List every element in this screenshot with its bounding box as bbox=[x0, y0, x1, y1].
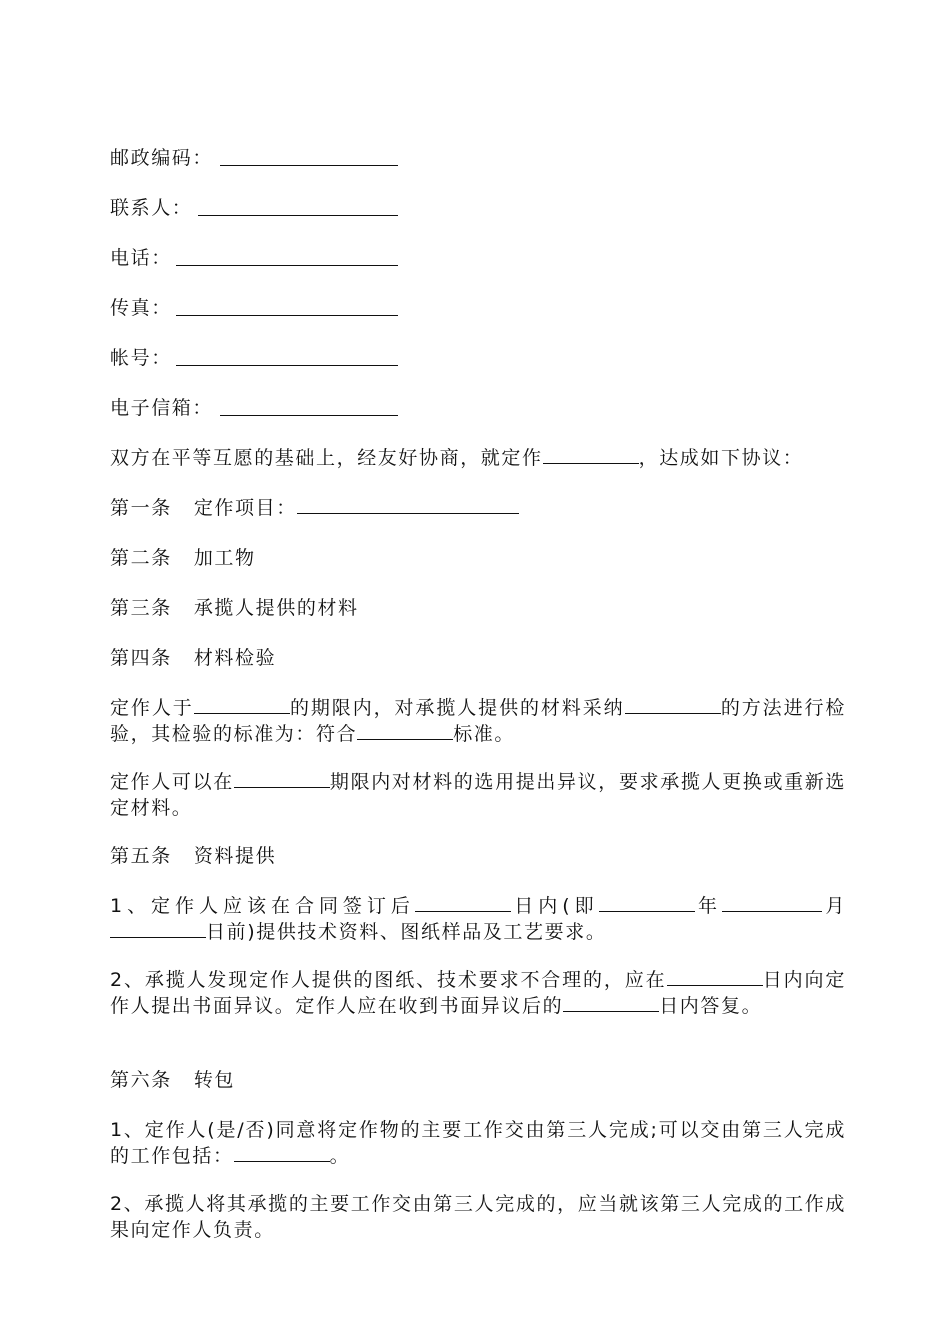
year-blank[interactable] bbox=[599, 893, 695, 912]
article-6-paragraph-1: 1、定作人(是/否)同意将定作物的主要工作交由第三人完成;可以交由第三人完成的工作包括： 。 bbox=[110, 1119, 846, 1167]
field-label: 电子信箱： bbox=[110, 397, 214, 419]
objection-period-blank[interactable] bbox=[234, 769, 330, 788]
contact-person-field bbox=[110, 195, 400, 221]
intro-blank[interactable] bbox=[543, 445, 639, 464]
article-4-paragraph-1: 定作人于 的期限内，对承揽人提供的材料采纳 的方法进行检验，其检验的标准为：符合 标准。 bbox=[110, 697, 846, 745]
article-2-heading: 第二条 加工物 bbox=[110, 547, 256, 569]
inspection-period-blank[interactable] bbox=[194, 695, 290, 714]
contact-person-blank[interactable] bbox=[198, 195, 398, 216]
project-blank[interactable] bbox=[297, 495, 519, 514]
postal-code-field bbox=[110, 145, 400, 171]
email-blank[interactable] bbox=[220, 395, 398, 416]
field-label: 电话： bbox=[110, 247, 172, 269]
field-label: 帐号： bbox=[110, 347, 172, 369]
account-field bbox=[110, 345, 400, 371]
day-blank[interactable] bbox=[110, 919, 206, 938]
objection-days-blank[interactable] bbox=[667, 967, 763, 986]
article-4-paragraph-2: 定作人可以在 期限内对材料的选用提出异议，要求承揽人更换或重新选定材料。 bbox=[110, 771, 846, 819]
phone-blank[interactable] bbox=[176, 245, 398, 266]
email-field bbox=[110, 395, 400, 421]
fax-blank[interactable] bbox=[176, 295, 398, 316]
postal-code-blank[interactable] bbox=[220, 145, 398, 166]
article-5-paragraph-2: 2、承揽人发现定作人提供的图纸、技术要求不合理的，应在 日内向定作人提出书面异议。定作人应在收到书面异议后的 日内答复。 bbox=[110, 969, 847, 1017]
article-5-heading: 第五条 资料提供 bbox=[110, 845, 277, 867]
field-label: 邮政编码： bbox=[110, 147, 214, 169]
days-blank[interactable] bbox=[415, 893, 511, 912]
subcontract-work-blank[interactable] bbox=[234, 1143, 330, 1162]
article-3-heading: 第三条 承揽人提供的材料 bbox=[110, 597, 359, 619]
article-6-heading: 第六条 转包 bbox=[110, 1069, 236, 1091]
account-blank[interactable] bbox=[176, 345, 398, 366]
field-label: 传真： bbox=[110, 297, 172, 319]
intro-paragraph: 双方在平等互愿的基础上，经友好协商，就定作 ，达成如下协议： bbox=[110, 447, 804, 469]
phone-field bbox=[110, 245, 400, 271]
field-label: 联系人： bbox=[110, 197, 193, 219]
article-6-paragraph-2: 2、承揽人将其承揽的主要工作交由第三人完成的，应当就该第三人完成的工作成果向定作人负责。 bbox=[110, 1193, 846, 1241]
article-5-paragraph-1: 1、定作人应该在合同签订后 日内(即 年 月日前)提供技术资料、图纸样品及工艺要求。 bbox=[110, 895, 846, 943]
month-blank[interactable] bbox=[722, 893, 822, 912]
reply-days-blank[interactable] bbox=[563, 993, 659, 1012]
article-4-heading: 第四条 材料检验 bbox=[110, 647, 277, 669]
inspection-method-blank[interactable] bbox=[625, 695, 721, 714]
fax-field bbox=[110, 295, 400, 321]
article-1-heading: 第一条 定作项目： bbox=[110, 495, 519, 521]
inspection-standard-blank[interactable] bbox=[357, 721, 453, 740]
